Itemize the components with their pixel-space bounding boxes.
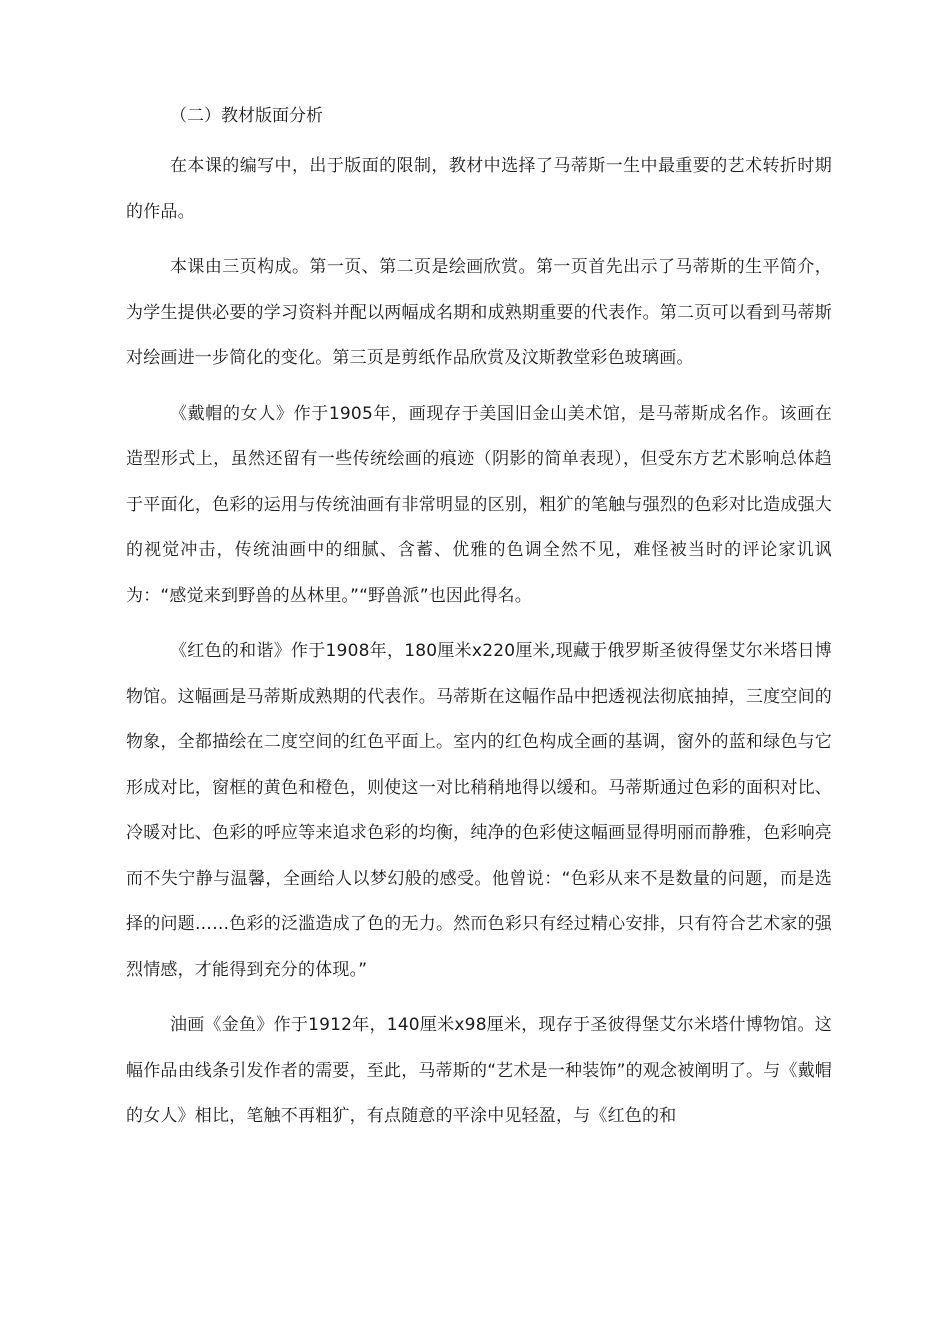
paragraph-goldfish: 油画《金鱼》作于1912年，140厘米x98厘米，现存于圣彼得堡艾尔米塔什博物馆。这幅作品由线条引发作者的需要，至此，马蒂斯的“艺术是一种装饰”的观念被阐明了。与《戴帽的女人》相比，笔触不再粗犷，有点随意的平涂中见轻盈，与《红色的和	[126, 1015, 833, 1126]
paragraph-structure: 本课由三页构成。第一页、第二页是绘画欣赏。第一页首先出示了马蒂斯的生平简介，为学生提供必要的学习资料并配以两幅成名期和成熟期重要的代表作。第二页可以看到马蒂斯对绘画进一步简化的变化。第三页是剪纸作品欣赏及汶斯教堂彩色玻璃画。	[126, 257, 832, 368]
paragraph-intro: 在本课的编写中，出于版面的限制，教材中选择了马蒂斯一生中最重要的艺术转折时期的作品。	[126, 156, 832, 222]
document-body	[126, 98, 832, 1140]
section-heading: （二）教材版面分析	[170, 106, 323, 126]
paragraph-woman-with-hat: 《戴帽的女人》作于1905年，画现存于美国旧金山美术馆，是马蒂斯成名作。该画在造型形式上，虽然还留有一些传统绘画的痕迹（阴影的简单表现），但受东方艺术影响总体趋于平面化，色彩的运用与传统油画有非常明显的区别，粗犷的笔触与强烈的色彩对比造成强大的视觉冲击，传统油画中的细腻、含蓄、优雅的色调全然不见，难怪被当时的评论家讥讽为：“感觉来到野兽的丛林里。”“野兽派”也因此得名。	[126, 403, 832, 606]
paragraph-harmony-in-red: 《红色的和谐》作于1908年，180厘米x220厘米,现藏于俄罗斯圣彼得堡艾尔米塔日博物馆。这幅画是马蒂斯成熟期的代表作。马蒂斯在这幅作品中把透视法彻底抽掉，三度空间的物象，全都描绘在二度空间的红色平面上。室内的红色构成全画的基调，窗外的蓝和绿色与它形成对比，窗框的黄色和橙色，则使这一对比稍稍地得以缓和。马蒂斯通过色彩的面积对比、冷暖对比、色彩的呼应等来追求色彩的均衡，纯净的色彩使这幅画显得明丽而静雅，色彩响亮而不失宁静与温馨，全画给人以梦幻般的感受。他曾说：“色彩从来不是数量的问题，而是选择的问题……色彩的泛滥造成了色的无力。然而色彩只有经过精心安排，只有符合艺术家的强烈情感，才能得到充分的体现。”	[126, 641, 832, 980]
